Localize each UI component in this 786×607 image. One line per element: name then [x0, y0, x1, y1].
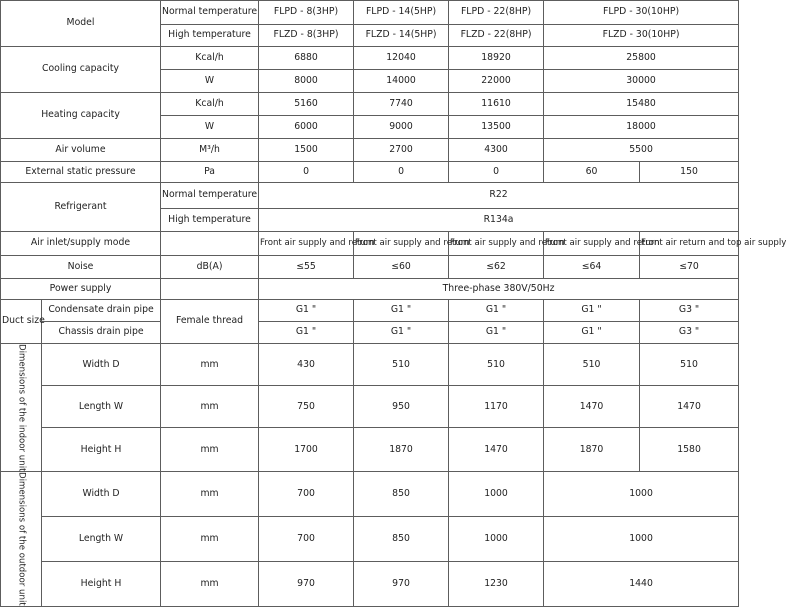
air-mode-2: Front air supply and return: [354, 232, 449, 256]
outdoor-length-2: 850: [354, 517, 449, 562]
model-high-3: FLZD - 22(8HP): [449, 25, 544, 47]
air-volume-1: 1500: [259, 139, 354, 162]
heating-kcal-2: 7740: [354, 93, 449, 116]
cooling-capacity-label: Cooling capacity: [1, 47, 161, 93]
unit-cell: dB(A): [161, 256, 259, 279]
indoor-length-row: [1, 386, 739, 428]
cooling-kcal-3: 18920: [449, 47, 544, 70]
air-volume-label: Air volume: [1, 139, 161, 162]
cooling-kcal-1: 6880: [259, 47, 354, 70]
condensate-drain-label: Condensate drain pipe: [42, 300, 161, 322]
condensate-2: G1 ": [354, 300, 449, 322]
model-normal-1: FLPD - 8(3HP): [259, 1, 354, 25]
outdoor-width-1: 700: [259, 472, 354, 517]
outdoor-dimensions-label: Dimensions of the outdoor unit: [1, 472, 42, 607]
outdoor-length-label: Length W: [42, 517, 161, 562]
unit-cell: mm: [161, 562, 259, 607]
air-volume-4: 5500: [544, 139, 739, 162]
indoor-width-2: 510: [354, 344, 449, 386]
heating-w-2: 9000: [354, 116, 449, 139]
air-mode-label: Air inlet/supply mode: [1, 232, 161, 256]
noise-4: ≤64: [544, 256, 640, 279]
noise-label: Noise: [1, 256, 161, 279]
indoor-length-label: Length W: [42, 386, 161, 428]
indoor-height-3: 1470: [449, 428, 544, 472]
static-pressure-5: 150: [640, 162, 739, 183]
unit-cell: M³/h: [161, 139, 259, 162]
outdoor-length-1: 700: [259, 517, 354, 562]
outdoor-width-row: [1, 472, 739, 517]
power-supply-label: Power supply: [1, 279, 161, 300]
heating-capacity-label: Heating capacity: [1, 93, 161, 139]
unit-cell: mm: [161, 386, 259, 428]
heating-w-1: 6000: [259, 116, 354, 139]
static-pressure-4: 60: [544, 162, 640, 183]
unit-cell: W: [161, 70, 259, 93]
outdoor-width-label: Width D: [42, 472, 161, 517]
condensate-1: G1 ": [259, 300, 354, 322]
unit-cell: [161, 279, 259, 300]
indoor-length-3: 1170: [449, 386, 544, 428]
outdoor-height-label: Height H: [42, 562, 161, 607]
indoor-length-4: 1470: [544, 386, 640, 428]
indoor-height-5: 1580: [640, 428, 739, 472]
unit-cell: mm: [161, 472, 259, 517]
unit-cell: Kcal/h: [161, 93, 259, 116]
indoor-height-4: 1870: [544, 428, 640, 472]
outdoor-height-4: 1440: [544, 562, 739, 607]
air-volume-row: [1, 139, 739, 162]
indoor-length-5: 1470: [640, 386, 739, 428]
unit-cell: Pa: [161, 162, 259, 183]
high-temperature-label: High temperature: [161, 25, 259, 47]
outdoor-height-row: [1, 562, 739, 607]
model-label: Model: [1, 1, 161, 47]
indoor-height-2: 1870: [354, 428, 449, 472]
outdoor-length-3: 1000: [449, 517, 544, 562]
indoor-height-row: [1, 428, 739, 472]
duct-size-label: Duct size: [1, 300, 42, 344]
static-pressure-2: 0: [354, 162, 449, 183]
outdoor-width-2: 850: [354, 472, 449, 517]
heating-kcal-3: 11610: [449, 93, 544, 116]
indoor-width-1: 430: [259, 344, 354, 386]
model-high-2: FLZD - 14(5HP): [354, 25, 449, 47]
outdoor-height-2: 970: [354, 562, 449, 607]
chassis-5: G3 ": [640, 322, 739, 344]
air-mode-4: Front air supply and return: [544, 232, 640, 256]
air-mode-1: Front air supply and return: [259, 232, 354, 256]
static-pressure-3: 0: [449, 162, 544, 183]
unit-cell: mm: [161, 344, 259, 386]
air-volume-2: 2700: [354, 139, 449, 162]
heating-kcal-1: 5160: [259, 93, 354, 116]
indoor-dimensions-label: Dimensions of the indoor unit: [1, 344, 42, 472]
static-pressure-1: 0: [259, 162, 354, 183]
unit-cell: Kcal/h: [161, 47, 259, 70]
chassis-2: G1 ": [354, 322, 449, 344]
static-pressure-label: External static pressure: [1, 162, 161, 183]
indoor-width-row: [1, 344, 739, 386]
outdoor-width-4: 1000: [544, 472, 739, 517]
chassis-3: G1 ": [449, 322, 544, 344]
chassis-1: G1 ": [259, 322, 354, 344]
high-temperature-label: High temperature: [161, 209, 259, 232]
cooling-w-2: 14000: [354, 70, 449, 93]
outdoor-length-row: [1, 517, 739, 562]
static-pressure-row: [1, 162, 739, 183]
indoor-height-label: Height H: [42, 428, 161, 472]
model-high-1: FLZD - 8(3HP): [259, 25, 354, 47]
refrigerant-normal-value: R22: [259, 183, 739, 209]
unit-cell: W: [161, 116, 259, 139]
air-mode-row: [1, 232, 739, 256]
outdoor-width-3: 1000: [449, 472, 544, 517]
indoor-width-4: 510: [544, 344, 640, 386]
chassis-4: G1 ": [544, 322, 640, 344]
female-thread-label: Female thread: [161, 300, 259, 344]
condensate-row: [1, 300, 739, 322]
model-normal-3: FLPD - 22(8HP): [449, 1, 544, 25]
unit-cell: mm: [161, 428, 259, 472]
model-high-4: FLZD - 30(10HP): [544, 25, 739, 47]
noise-3: ≤62: [449, 256, 544, 279]
model-normal-4: FLPD - 30(10HP): [544, 1, 739, 25]
air-mode-3: Front air supply and return: [449, 232, 544, 256]
indoor-length-1: 750: [259, 386, 354, 428]
noise-row: [1, 256, 739, 279]
cooling-w-3: 22000: [449, 70, 544, 93]
chassis-drain-label: Chassis drain pipe: [42, 322, 161, 344]
unit-cell: [161, 232, 259, 256]
heating-kcal-row: [1, 93, 739, 116]
power-row: [1, 279, 739, 300]
model-normal-2: FLPD - 14(5HP): [354, 1, 449, 25]
cooling-kcal-row: [1, 47, 739, 70]
noise-2: ≤60: [354, 256, 449, 279]
unit-cell: mm: [161, 517, 259, 562]
outdoor-length-4: 1000: [544, 517, 739, 562]
condensate-3: G1 ": [449, 300, 544, 322]
indoor-width-label: Width D: [42, 344, 161, 386]
indoor-length-2: 950: [354, 386, 449, 428]
cooling-kcal-2: 12040: [354, 47, 449, 70]
refrigerant-high-value: R134a: [259, 209, 739, 232]
outdoor-height-3: 1230: [449, 562, 544, 607]
indoor-width-3: 510: [449, 344, 544, 386]
air-volume-3: 4300: [449, 139, 544, 162]
indoor-width-5: 510: [640, 344, 739, 386]
cooling-kcal-4: 25800: [544, 47, 739, 70]
noise-1: ≤55: [259, 256, 354, 279]
normal-temperature-label: Normal temperature: [161, 183, 259, 209]
indoor-height-1: 1700: [259, 428, 354, 472]
refrigerant-normal-row: [1, 183, 739, 209]
heating-w-3: 13500: [449, 116, 544, 139]
refrigerant-label: Refrigerant: [1, 183, 161, 232]
power-supply-value: Three-phase 380V/50Hz: [259, 279, 739, 300]
normal-temperature-label: Normal temperature: [161, 1, 259, 25]
air-mode-5: Front air return and top air supply: [640, 232, 739, 256]
heating-kcal-4: 15480: [544, 93, 739, 116]
noise-5: ≤70: [640, 256, 739, 279]
cooling-w-4: 30000: [544, 70, 739, 93]
cooling-w-1: 8000: [259, 70, 354, 93]
model-normal-row: [1, 1, 739, 25]
outdoor-height-1: 970: [259, 562, 354, 607]
condensate-5: G3 ": [640, 300, 739, 322]
chassis-row: [1, 322, 739, 344]
condensate-4: G1 ": [544, 300, 640, 322]
heating-w-4: 18000: [544, 116, 739, 139]
